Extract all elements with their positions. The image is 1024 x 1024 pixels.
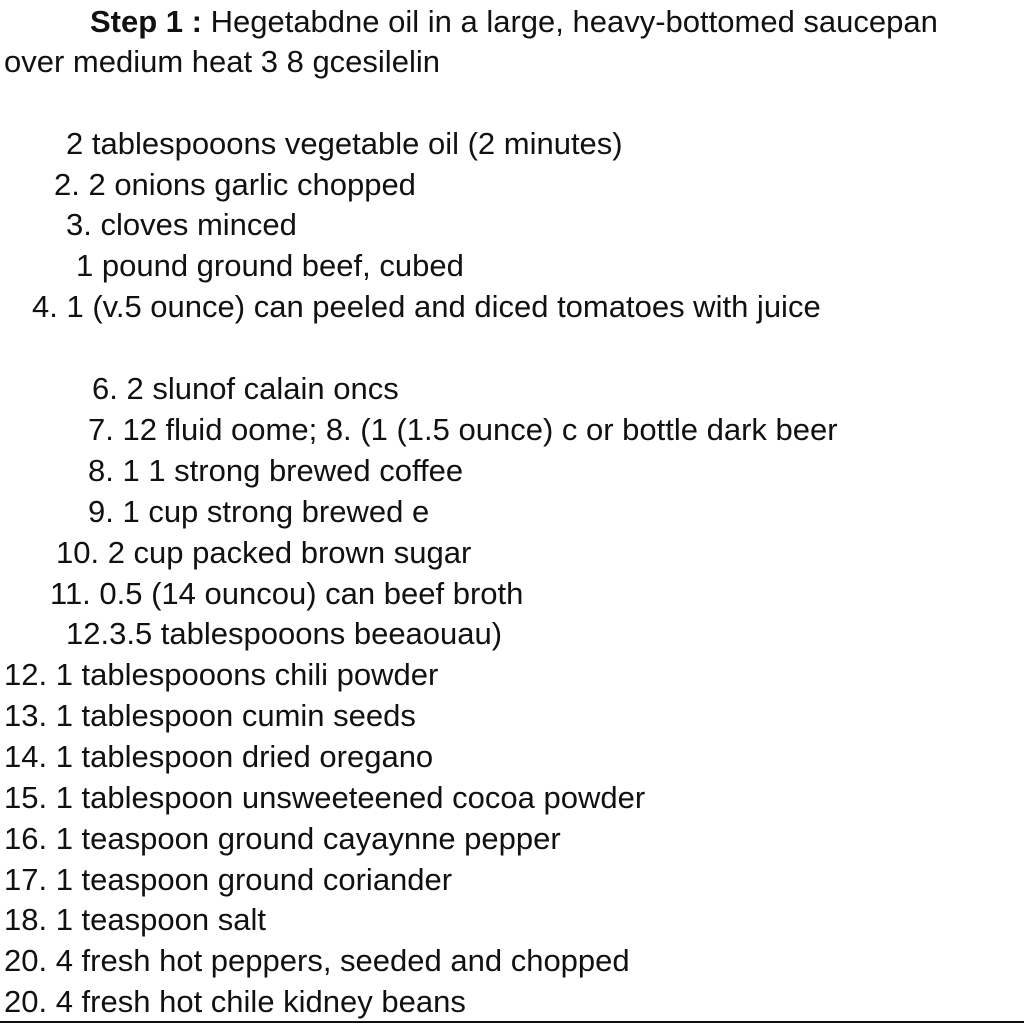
ingredient-line: 15. 1 tablespoon unsweeteened cocoa powder	[4, 780, 646, 815]
ingredient-line: 13. 1 tablespoon cumin seeds	[4, 698, 416, 733]
ingredient-line: 11. 0.5 (14 ouncou) can beef broth	[50, 576, 524, 611]
ingredient-line: 2. 2 onions garlic chopped	[54, 167, 416, 202]
ingredient-line: 16. 1 teaspoon ground cayaynne pepper	[4, 821, 561, 856]
ingredient-line: 7. 12 fluid oome; 8. (1 (1.5 ounce) c or bottle dark beer	[88, 412, 838, 447]
ingredient-line: 14. 1 tablespoon dried oregano	[4, 739, 434, 774]
ingredient-line: 18. 1 teaspoon salt	[4, 902, 266, 937]
ingredient-line: 20. 4 fresh hot chile kidney beans	[4, 984, 466, 1019]
step-label: Step 1 :	[90, 4, 202, 39]
ingredient-line: 17. 1 teaspoon ground coriander	[4, 862, 453, 897]
ingredient-line: 8. 1 1 strong brewed coffee	[88, 453, 464, 488]
ingredient-line: 4. 1 (v.5 ounce) can peeled and diced tomatoes with juice	[32, 289, 821, 324]
ingredient-line: 6. 2 slunof calain oncs	[92, 371, 399, 406]
step-title-text: Hegetabdne oil in a large, heavy-bottomed saucepan	[210, 4, 938, 39]
ingredient-line: 20. 4 fresh hot peppers, seeded and chopped	[4, 943, 630, 978]
ingredient-line: 2 tablespooons vegetable oil (2 minutes)	[66, 126, 623, 161]
ingredient-line: 12. 1 tablespooons chili powder	[4, 657, 439, 692]
ingredient-line: 10. 2 cup packed brown sugar	[56, 535, 472, 570]
step-continuation: over medium heat 3 8 gcesilelin	[4, 44, 440, 79]
bottom-border-rule	[0, 1021, 1024, 1023]
step-heading	[90, 2, 938, 42]
ingredient-line: 12.3.5 tablespooons beeaouau)	[66, 616, 503, 651]
ingredient-line: 1 pound ground beef, cubed	[76, 248, 464, 283]
ingredient-line: 9. 1 cup strong brewed e	[88, 494, 430, 529]
ingredient-line: 3. cloves minced	[66, 207, 297, 242]
